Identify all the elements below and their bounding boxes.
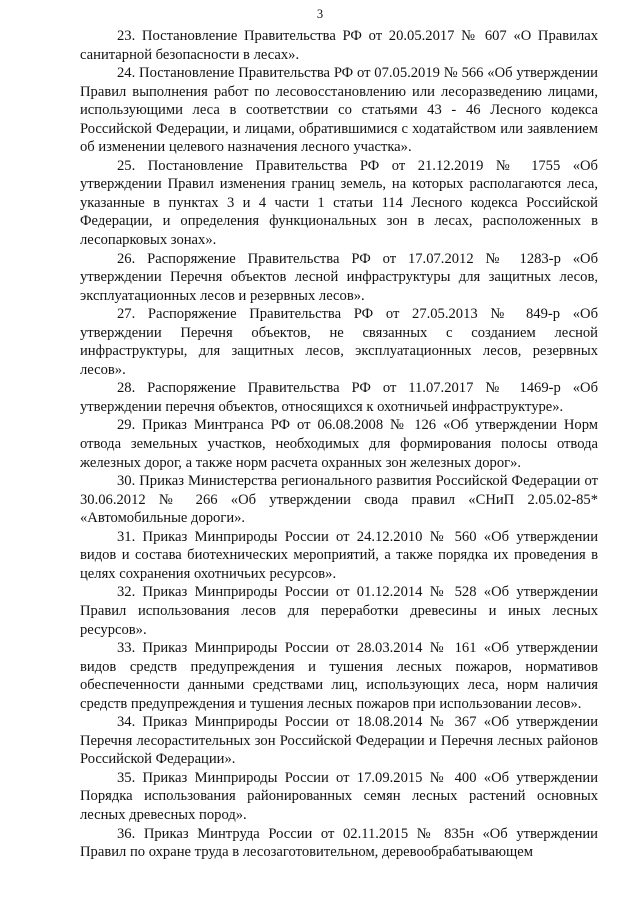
- regulation-item-23: 23. Постановление Правительства РФ от 20.05.2017 № 607 «О Правилах санитарной безопасности в лесах».: [80, 28, 598, 63]
- regulation-item-27: 27. Распоряжение Правительства РФ от 27.05.2013 № 849-р «Об утверждении Перечня объектов, не связанных с созданием лесной инфраструктуры, для защитных лесов, эксплуатационных лесов, резервных лесов».: [80, 306, 598, 378]
- regulation-item-34: 34. Приказ Минприроды России от 18.08.2014 № 367 «Об утверждении Перечня лесорастительных зон Российской Федерации и Перечня лесных районов Российской Федерации».: [80, 714, 598, 768]
- regulation-item-26: 26. Распоряжение Правительства РФ от 17.07.2012 № 1283-р «Об утверждении Перечня объектов лесной инфраструктуры для защитных лесов, эксплуатационных лесов и резервных лесов».: [80, 250, 598, 304]
- regulation-item-31: 31. Приказ Минприроды России от 24.12.2010 № 560 «Об утверждении видов и состава биотехнических мероприятий, а также порядка их проведения в целях сохранения охотничьих ресурсов».: [80, 528, 598, 582]
- regulation-item-30: 30. Приказ Министерства регионального развития Российской Федерации от 30.06.2012 № 266 «Об утверждении свода правил «СНиП 2.05.02-85* «Автомобильные дороги».: [80, 473, 598, 527]
- regulation-item-29: 29. Приказ Минтранса РФ от 06.08.2008 № 126 «Об утверждении Норм отвода земельных участков, необходимых для формирования полосы отвода железных дорог, а также норм расчета охранных зон железных дорог».: [80, 417, 598, 471]
- regulation-item-36: 36. Приказ Минтруда России от 02.11.2015 № 835н «Об утверждении Правил по охране труда в лесозаготовительном, деревообрабатывающем: [80, 825, 598, 861]
- regulation-item-25: 25. Постановление Правительства РФ от 21.12.2019 № 1755 «Об утверждении Правил изменения границ земель, на которых располагаются леса, указанные в пунктах 3 и 4 части 1 статьи 114 Лесного кодекса Российской Федерации, и определения функциональных зон в лесах, расположенных в лесопарковых зонах».: [80, 157, 598, 249]
- page-number: 3: [316, 7, 324, 21]
- regulation-item-32: 32. Приказ Минприроды России от 01.12.2014 № 528 «Об утверждении Правил использования лесов для переработки древесины и иных лесных ресурсов».: [80, 584, 598, 638]
- regulation-item-28: 28. Распоряжение Правительства РФ от 11.07.2017 № 1469-р «Об утверждении перечня объектов, относящихся к охотничьей инфраструктуре».: [80, 380, 598, 415]
- regulation-item-24: 24. Постановление Правительства РФ от 07.05.2019 № 566 «Об утверждении Правил выполнения работ по лесовосстановлению или лесоразведению лицами, использующими леса в соответствии со статьями 43 - 46 Лесного кодекса Российской Федерации, и лицами, обратившимися с ходатайством или заявлением об изменении целевого назначения лесного участка».: [80, 65, 598, 156]
- regulation-item-35: 35. Приказ Минприроды России от 17.09.2015 № 400 «Об утверждении Порядка использования районированных семян лесных растений основных лесных древесных пород».: [80, 769, 598, 823]
- regulation-list: [80, 27, 598, 862]
- regulation-item-33: 33. Приказ Минприроды России от 28.03.2014 № 161 «Об утверждении видов средств предупреждения и тушения лесных пожаров, нормативов обеспеченности данными средствами лиц, использующих леса, норм наличия средств предупреждения и тушения лесных пожаров при использовании лесов».: [80, 640, 598, 712]
